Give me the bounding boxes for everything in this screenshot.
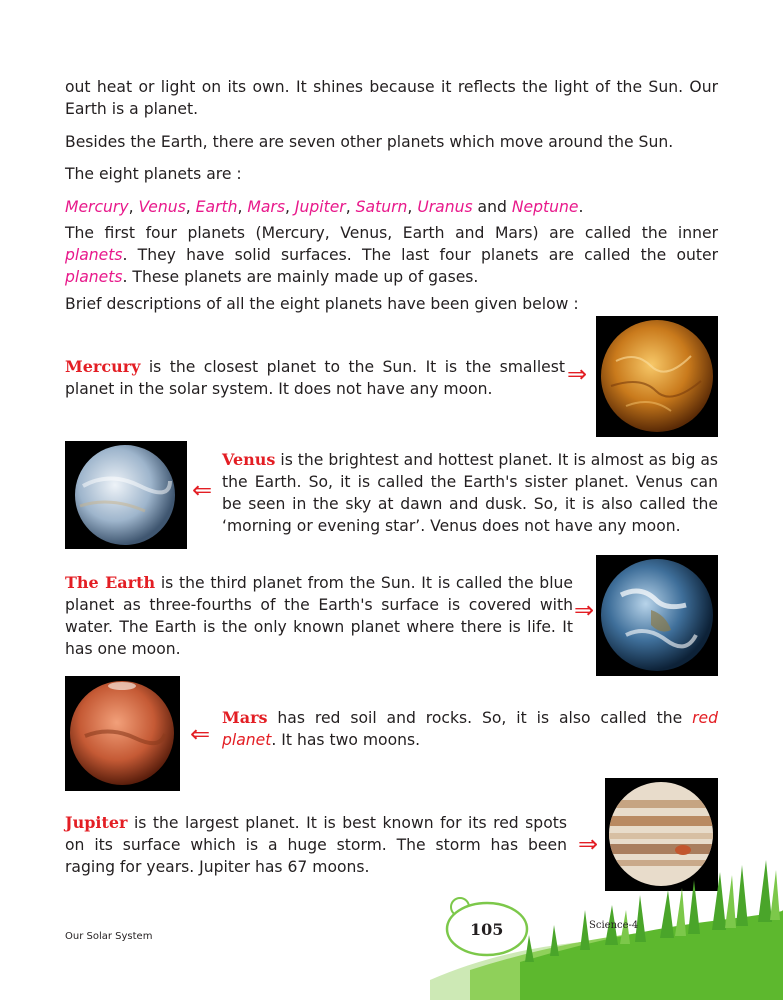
planet-name: Mars bbox=[247, 198, 285, 216]
book-title: Science-4 bbox=[589, 920, 639, 931]
planet-name: Mercury bbox=[65, 198, 129, 216]
planet-name: Saturn bbox=[355, 198, 408, 216]
inner-outer-paragraph: The first four planets (Mercury, Venus, Earth and Mars) are called the inner planets. They have solid surfaces. The last four planets are called the outer planets. These planets are mainly made up of gases. bbox=[65, 224, 718, 286]
mercury-paragraph: Mercury is the closest planet to the Sun. It is the smallest planet in the solar system. It does not have any moon. bbox=[65, 357, 565, 398]
intro-eight-planets: The eight planets are : bbox=[65, 165, 242, 183]
planet-name: Uranus bbox=[417, 198, 473, 216]
outer-planets-word: planets bbox=[65, 268, 123, 286]
left-arrow-icon: ⇐ bbox=[192, 476, 213, 504]
right-arrow-icon: ⇒ bbox=[578, 830, 599, 858]
jupiter-paragraph: Jupiter is the largest planet. It is best known for its red spots on its surface which is a huge storm. The storm has been raging for years. Jupiter has 67 moons. bbox=[65, 813, 567, 876]
mars-image bbox=[65, 676, 180, 791]
mercury-image bbox=[596, 316, 718, 437]
mercury-term: Mercury bbox=[65, 357, 141, 376]
right-arrow-icon: ⇒ bbox=[567, 360, 588, 388]
earth-image bbox=[596, 555, 718, 676]
intro-paragraph: out heat or light on its own. It shines because it reflects the light of the Sun. Our Earth is a planet. bbox=[65, 78, 718, 118]
earth-term: The Earth bbox=[65, 573, 156, 592]
planet-name: Jupiter bbox=[294, 198, 346, 216]
planet-name: Venus bbox=[138, 198, 186, 216]
planet-list: Mercury, Venus, Earth, Mars, Jupiter, Saturn, Uranus and Neptune. bbox=[65, 198, 584, 216]
venus-image bbox=[65, 441, 187, 549]
planet-name: Earth bbox=[195, 198, 238, 216]
planet-name: Neptune bbox=[511, 198, 579, 216]
jupiter-term: Jupiter bbox=[65, 813, 128, 832]
red-planet-word: red planet bbox=[222, 709, 718, 749]
left-arrow-icon: ⇐ bbox=[190, 720, 211, 748]
earth-paragraph: The Earth is the third planet from the Sun. It is called the blue planet as three-fourths of the Earth's surface is covered with water. The Earth is the only known planet where there is life. It has one moon. bbox=[65, 573, 573, 658]
right-arrow-icon: ⇒ bbox=[574, 596, 595, 624]
page-number: 105 bbox=[470, 920, 504, 939]
mars-term: Mars bbox=[222, 708, 268, 727]
venus-term: Venus bbox=[222, 450, 276, 469]
chapter-title: Our Solar System bbox=[65, 931, 153, 942]
venus-paragraph: Venus is the brightest and hottest planet. It is almost as big as the Earth. So, it is called the Earth's sister planet. Venus can be seen in the sky at dawn and dusk. So, it is also called the ‘morning or evening star’. Venus does not have any moon. bbox=[222, 450, 718, 535]
brief-descriptions: Brief descriptions of all the eight planets have been given below : bbox=[65, 295, 579, 313]
inner-planets-word: planets bbox=[65, 246, 123, 264]
mars-paragraph: Mars has red soil and rocks. So, it is also called the red planet. It has two moons. bbox=[222, 708, 718, 749]
intro-besides: Besides the Earth, there are seven other planets which move around the Sun. bbox=[65, 133, 674, 151]
